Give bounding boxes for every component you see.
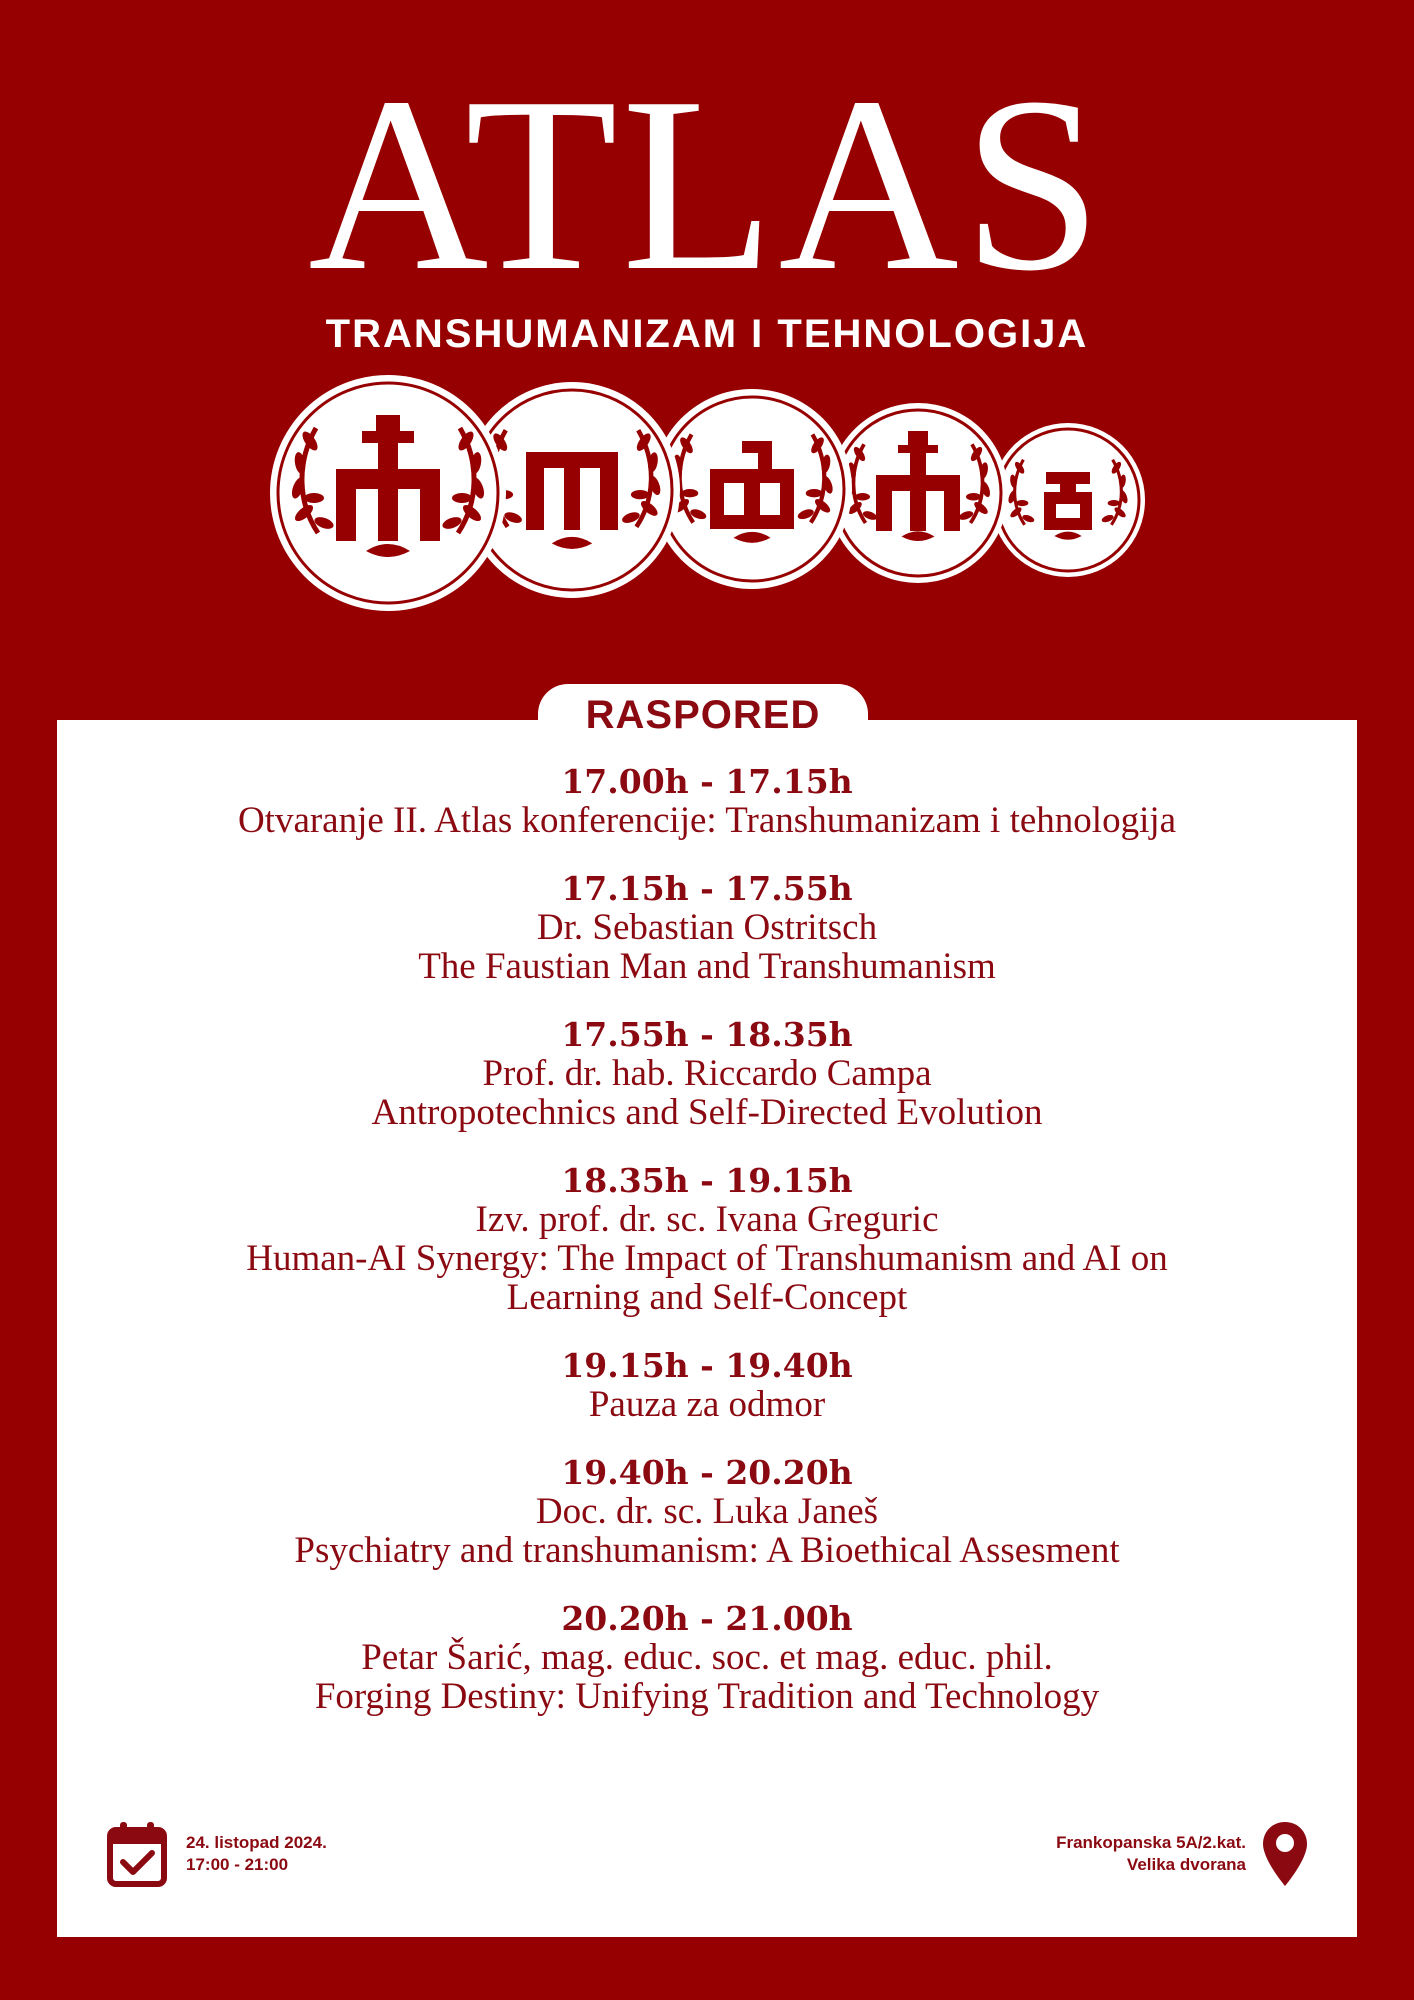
emblem-a-large (270, 375, 506, 611)
glagolitic-emblems (270, 375, 1150, 635)
schedule-slot (57, 1599, 1357, 1716)
schedule-slot (57, 762, 1357, 840)
slot-title: Forging Destiny: Unifying Tradition and Technology (314, 1676, 1100, 1717)
slot-time: 18.35h - 19.15h (561, 1161, 853, 1200)
slot-title: Psychiatry and transhumanism: A Bioethical Assesment (294, 1530, 1120, 1571)
schedule-slot (57, 1015, 1357, 1132)
schedule-list (57, 762, 1357, 1745)
slot-title: The Faustian Man and Transhumanism (418, 946, 996, 987)
slot-time: 19.40h - 20.20h (561, 1453, 853, 1492)
event-location (980, 1820, 1310, 1890)
map-pin-icon (1260, 1820, 1310, 1890)
slot-speaker: Izv. prof. dr. sc. Ivana Greguric (475, 1199, 939, 1240)
slot-time: 17.55h - 18.35h (561, 1015, 853, 1054)
slot-time: 20.20h - 21.00h (561, 1599, 853, 1638)
slot-speaker: Petar Šarić, mag. educ. soc. et mag. educ. phil. (361, 1637, 1053, 1678)
slot-time: 17.00h - 17.15h (561, 762, 853, 801)
emblem-s (991, 423, 1145, 577)
event-room-text: Velika dvorana (1126, 1855, 1246, 1874)
slot-time: 17.15h - 17.55h (561, 869, 853, 908)
slot-title-continued: Learning and Self-Concept (506, 1277, 908, 1318)
schedule-slot (57, 869, 1357, 986)
schedule-heading: RASPORED (585, 693, 821, 737)
schedule-slot (57, 1161, 1357, 1317)
location-text (1056, 1832, 1246, 1876)
emblem-l (652, 389, 852, 589)
schedule-slot (57, 1346, 1357, 1424)
event-date (106, 1820, 406, 1890)
slot-title: Otvaranje II. Atlas konferencije: Transhumanizam i tehnologija (237, 800, 1177, 841)
slot-speaker: Dr. Sebastian Ostritsch (536, 907, 878, 948)
slot-title: Pauza za odmor (588, 1384, 826, 1425)
slot-title: Antropotechnics and Self-Directed Evolution (371, 1092, 1043, 1133)
page-title: ATLAS (308, 46, 1106, 323)
schedule-slot (57, 1453, 1357, 1570)
slot-speaker: Doc. dr. sc. Luka Janeš (535, 1491, 879, 1532)
slot-time: 19.15h - 19.40h (561, 1346, 853, 1385)
slot-speaker: Prof. dr. hab. Riccardo Campa (482, 1053, 932, 1094)
event-date-text: 24. listopad 2024. (186, 1833, 327, 1852)
event-hours-text: 17:00 - 21:00 (186, 1855, 289, 1874)
slot-title: Human-AI Synergy: The Impact of Transhumanism and AI on (246, 1238, 1168, 1279)
calendar-check-icon (106, 1820, 168, 1888)
page-subtitle: TRANSHUMANIZAM I TEHNOLOGIJA (325, 312, 1089, 356)
event-address-text: Frankopanska 5A/2.kat. (1056, 1833, 1246, 1852)
date-text (186, 1832, 327, 1876)
emblem-a-small (828, 403, 1008, 583)
